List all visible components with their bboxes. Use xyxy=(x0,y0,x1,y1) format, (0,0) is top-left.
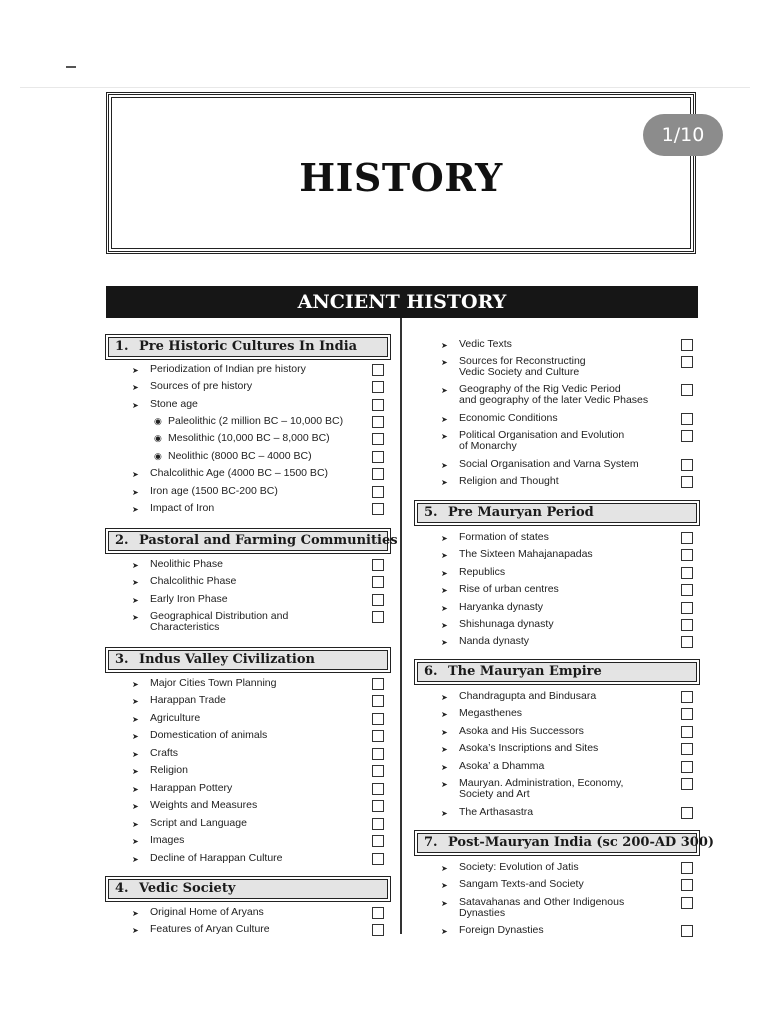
item-label: Economic Conditions xyxy=(459,412,558,424)
item-label: Harappan Trade xyxy=(150,694,226,706)
arrow-icon: ➤ xyxy=(132,697,139,706)
checkbox[interactable] xyxy=(372,594,384,606)
checkbox[interactable] xyxy=(372,381,384,393)
section-6-list xyxy=(441,691,693,821)
item-label: Stone age xyxy=(150,398,198,410)
item-label: Asoka’ a Dhamma xyxy=(459,760,545,772)
arrow-icon: ➤ xyxy=(132,732,139,741)
section-number: 7. xyxy=(424,835,438,850)
checkbox[interactable] xyxy=(681,384,693,396)
arrow-icon: ➤ xyxy=(441,710,448,719)
page-counter-badge: 1/10 xyxy=(643,114,723,156)
item-label: Iron age (1500 BC-200 BC) xyxy=(150,485,278,497)
arrow-icon: ➤ xyxy=(441,478,448,487)
checkbox[interactable] xyxy=(372,433,384,445)
arrow-icon: ➤ xyxy=(441,927,448,936)
title-box xyxy=(106,92,696,254)
arrow-icon: ➤ xyxy=(132,926,139,935)
arrow-icon: ➤ xyxy=(441,386,448,395)
arrow-icon: ➤ xyxy=(132,715,139,724)
checkbox[interactable] xyxy=(372,924,384,936)
item-label-line2: Society and Art xyxy=(459,788,530,800)
arrow-icon: ➤ xyxy=(132,820,139,829)
item-label: Early Iron Phase xyxy=(150,593,228,605)
arrow-icon: ➤ xyxy=(441,638,448,647)
item-label: Society: Evolution of Jatis xyxy=(459,861,579,873)
section-heading-7 xyxy=(417,833,715,853)
section-title: Post-Mauryan India (sc 200-AD 300) xyxy=(448,835,715,850)
arrow-icon: ➤ xyxy=(441,693,448,702)
status-dash xyxy=(66,66,76,68)
section-2-list xyxy=(132,559,384,639)
arrow-icon: ➤ xyxy=(132,767,139,776)
page-title: HISTORY xyxy=(299,155,503,200)
section-heading-6 xyxy=(417,662,697,682)
arrow-icon: ➤ xyxy=(441,586,448,595)
checkbox[interactable] xyxy=(681,567,693,579)
item-label: Mauryan. Administration, Economy, xyxy=(459,777,624,789)
arrow-icon: ➤ xyxy=(441,461,448,470)
item-label: Megasthenes xyxy=(459,707,523,719)
arrow-icon: ➤ xyxy=(132,855,139,864)
arrow-icon: ➤ xyxy=(132,383,139,392)
checkbox[interactable] xyxy=(681,879,693,891)
arrow-icon: ➤ xyxy=(132,488,139,497)
section-5-list xyxy=(441,532,693,650)
arrow-icon: ➤ xyxy=(441,415,448,424)
arrow-icon: ➤ xyxy=(441,899,448,908)
arrow-icon: ➤ xyxy=(132,561,139,570)
item-label: Decline of Harappan Culture xyxy=(150,852,283,864)
item-label-line2: Vedic Society and Culture xyxy=(459,366,580,378)
section-heading-5 xyxy=(417,503,697,523)
checkbox[interactable] xyxy=(372,730,384,742)
section-number: 1. xyxy=(115,339,129,354)
checkbox[interactable] xyxy=(372,695,384,707)
item-label: Images xyxy=(150,834,185,846)
arrow-icon: ➤ xyxy=(132,680,139,689)
checkbox[interactable] xyxy=(372,486,384,498)
arrow-icon: ➤ xyxy=(132,596,139,605)
section-title: The Mauryan Empire xyxy=(448,664,602,679)
checkbox[interactable] xyxy=(372,783,384,795)
section-1-list xyxy=(132,364,384,520)
checkbox[interactable] xyxy=(681,691,693,703)
item-label: Chalcolithic Phase xyxy=(150,575,237,587)
item-label-line2: and geography of the later Vedic Phases xyxy=(459,394,649,406)
item-label: Vedic Texts xyxy=(459,338,512,350)
checkbox[interactable] xyxy=(681,476,693,488)
arrow-icon: ➤ xyxy=(441,745,448,754)
item-label: The Arthasastra xyxy=(459,806,534,818)
arrow-icon: ➤ xyxy=(441,864,448,873)
circle-bullet-icon: ◉ xyxy=(154,416,162,426)
item-label-line2: Dynasties xyxy=(459,907,506,919)
arrow-icon: ➤ xyxy=(441,534,448,543)
checkbox[interactable] xyxy=(372,765,384,777)
item-label: Religion xyxy=(150,764,188,776)
item-label: Social Organisation and Varna System xyxy=(459,458,639,470)
item-label: Domestication of animals xyxy=(150,729,268,741)
section-title: Vedic Society xyxy=(139,881,236,896)
arrow-icon: ➤ xyxy=(132,750,139,759)
checkbox[interactable] xyxy=(681,413,693,425)
checkbox[interactable] xyxy=(372,576,384,588)
checkbox[interactable] xyxy=(681,862,693,874)
item-label: Satavahanas and Other Indigenous xyxy=(459,896,625,908)
checkbox[interactable] xyxy=(372,468,384,480)
section-title: Indus Valley Civilization xyxy=(139,652,315,667)
arrow-icon: ➤ xyxy=(132,470,139,479)
item-label: Foreign Dynasties xyxy=(459,924,544,936)
section-4-list-left xyxy=(132,907,384,937)
section-title: Pre Historic Cultures In India xyxy=(139,339,358,354)
checkbox[interactable] xyxy=(681,584,693,596)
arrow-icon: ➤ xyxy=(441,763,448,772)
arrow-icon: ➤ xyxy=(132,366,139,375)
arrow-icon: ➤ xyxy=(132,785,139,794)
checkbox[interactable] xyxy=(372,713,384,725)
checkbox[interactable] xyxy=(372,559,384,571)
item-label: Geographical Distribution and xyxy=(150,610,289,622)
checkbox[interactable] xyxy=(681,897,693,909)
checkbox[interactable] xyxy=(681,459,693,471)
item-label: Script and Language xyxy=(150,817,247,829)
arrow-icon: ➤ xyxy=(441,780,448,789)
checkbox[interactable] xyxy=(681,778,693,790)
arrow-icon: ➤ xyxy=(441,809,448,818)
item-label-line2: Characteristics xyxy=(150,621,220,633)
section-number: 6. xyxy=(424,664,438,679)
item-label-line2: of Monarchy xyxy=(459,440,517,452)
checkbox[interactable] xyxy=(681,726,693,738)
item-label: Impact of Iron xyxy=(150,502,215,514)
arrow-icon: ➤ xyxy=(441,728,448,737)
item-label: Periodization of Indian pre history xyxy=(150,363,306,375)
checkbox[interactable] xyxy=(372,678,384,690)
column-divider xyxy=(400,318,402,934)
arrow-icon: ➤ xyxy=(132,401,139,410)
section-heading-2 xyxy=(108,531,398,551)
item-label: Asoka’s Inscriptions and Sites xyxy=(459,742,599,754)
arrow-icon: ➤ xyxy=(132,909,139,918)
checkbox[interactable] xyxy=(372,818,384,830)
item-label: Paleolithic (2 million BC – 10,000 BC) xyxy=(168,415,344,427)
checkbox[interactable] xyxy=(681,708,693,720)
checkbox[interactable] xyxy=(372,748,384,760)
section-title: Pre Mauryan Period xyxy=(448,505,594,520)
section-4-list-right xyxy=(441,339,693,489)
arrow-icon: ➤ xyxy=(132,837,139,846)
item-label: Formation of states xyxy=(459,531,549,543)
section-heading-1 xyxy=(108,337,388,357)
section-number: 3. xyxy=(115,652,129,667)
arrow-icon: ➤ xyxy=(132,802,139,811)
checkbox[interactable] xyxy=(372,800,384,812)
item-label: Agriculture xyxy=(150,712,201,724)
arrow-icon: ➤ xyxy=(441,551,448,560)
item-label: Neolithic (8000 BC – 4000 BC) xyxy=(168,450,312,462)
item-label: Sources for Reconstructing xyxy=(459,355,586,367)
checkbox[interactable] xyxy=(681,761,693,773)
checkbox[interactable] xyxy=(372,399,384,411)
top-separator xyxy=(20,87,750,88)
arrow-icon: ➤ xyxy=(441,341,448,350)
section-number: 4. xyxy=(115,881,129,896)
checkbox[interactable] xyxy=(681,602,693,614)
checkbox[interactable] xyxy=(681,339,693,351)
item-label: The Sixteen Mahajanapadas xyxy=(459,548,593,560)
checkbox[interactable] xyxy=(681,807,693,819)
item-label: Mesolithic (10,000 BC – 8,000 BC) xyxy=(168,432,330,444)
checkbox[interactable] xyxy=(681,925,693,937)
item-label: Weights and Measures xyxy=(150,799,258,811)
checkbox[interactable] xyxy=(681,619,693,631)
item-label: Geography of the Rig Vedic Period xyxy=(459,383,621,395)
item-label: Republics xyxy=(459,566,506,578)
item-label: Religion and Thought xyxy=(459,475,559,487)
item-label: Rise of urban centres xyxy=(459,583,559,595)
checkbox[interactable] xyxy=(372,503,384,515)
checkbox[interactable] xyxy=(372,416,384,428)
arrow-icon: ➤ xyxy=(132,578,139,587)
checkbox[interactable] xyxy=(681,356,693,368)
checkbox[interactable] xyxy=(372,835,384,847)
section-banner: ANCIENT HISTORY xyxy=(106,286,698,318)
item-label: Sangam Texts-and Society xyxy=(459,878,584,890)
section-7-list xyxy=(441,862,693,936)
checkbox[interactable] xyxy=(681,532,693,544)
item-label: Asoka and His Successors xyxy=(459,725,584,737)
checkbox[interactable] xyxy=(681,549,693,561)
arrow-icon: ➤ xyxy=(441,604,448,613)
item-label: Political Organisation and Evolution xyxy=(459,429,625,441)
section-title: Pastoral and Farming Communities xyxy=(139,533,398,548)
arrow-icon: ➤ xyxy=(441,569,448,578)
checkbox[interactable] xyxy=(372,611,384,623)
checkbox[interactable] xyxy=(372,364,384,376)
arrow-icon: ➤ xyxy=(441,432,448,441)
section-number: 5. xyxy=(424,505,438,520)
item-label: Chandragupta and Bindusara xyxy=(459,690,597,702)
checkbox[interactable] xyxy=(681,743,693,755)
item-label: Crafts xyxy=(150,747,179,759)
section-3-list xyxy=(132,678,384,868)
item-label: Sources of pre history xyxy=(150,380,253,392)
item-label: Haryanka dynasty xyxy=(459,601,544,613)
checkbox[interactable] xyxy=(372,853,384,865)
item-label: Neolithic Phase xyxy=(150,558,223,570)
circle-bullet-icon: ◉ xyxy=(154,433,162,443)
checkbox[interactable] xyxy=(681,636,693,648)
item-label: Major Cities Town Planning xyxy=(150,677,277,689)
item-label: Features of Aryan Culture xyxy=(150,923,270,935)
section-number: 2. xyxy=(115,533,129,548)
arrow-icon: ➤ xyxy=(441,881,448,890)
section-heading-4 xyxy=(108,879,388,899)
item-label: Harappan Pottery xyxy=(150,782,233,794)
circle-bullet-icon: ◉ xyxy=(154,451,162,461)
section-heading-3 xyxy=(108,650,388,670)
arrow-icon: ➤ xyxy=(132,613,139,622)
checkbox[interactable] xyxy=(372,907,384,919)
arrow-icon: ➤ xyxy=(441,358,448,367)
arrow-icon: ➤ xyxy=(132,505,139,514)
item-label: Shishunaga dynasty xyxy=(459,618,554,630)
arrow-icon: ➤ xyxy=(441,621,448,630)
item-label: Chalcolithic Age (4000 BC – 1500 BC) xyxy=(150,467,329,479)
item-label: Original Home of Aryans xyxy=(150,906,264,918)
checkbox[interactable] xyxy=(681,430,693,442)
item-label: Nanda dynasty xyxy=(459,635,530,647)
checkbox[interactable] xyxy=(372,451,384,463)
